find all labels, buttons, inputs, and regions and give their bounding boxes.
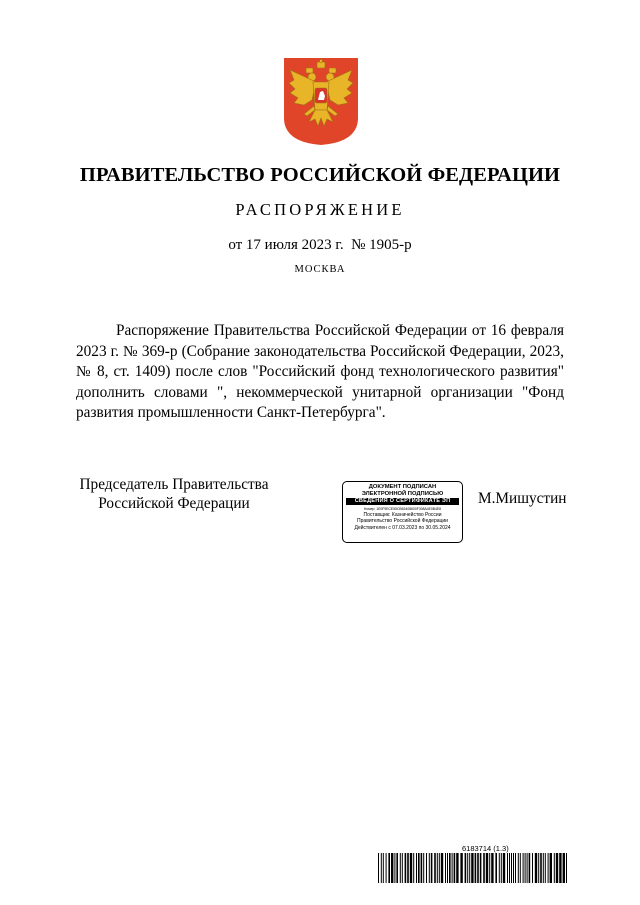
stamp-heading-1: ДОКУМЕНТ ПОДПИСАН — [368, 484, 437, 490]
signer-title — [74, 475, 274, 513]
signer-title-line2: Российской Федерации — [98, 495, 250, 512]
city-name: МОСКВА — [294, 264, 346, 275]
signer-name: М.Мишустин — [478, 490, 567, 507]
barcode-number: 6183714 (1.3) — [462, 844, 509, 853]
document-type: РАСПОРЯЖЕНИЕ — [235, 200, 405, 219]
stamp-supplier: Поставщик: Казначейство России — [363, 512, 442, 519]
stamp-owner: Правительство Российской Федерации — [357, 518, 448, 525]
document-date-number: от 17 июля 2023 г. № 1905-р — [228, 237, 412, 253]
order-text: Распоряжение Правительства Российской Федерации от 16 февраля 2023 г. № 369-р (Собрание законодательства Российской Федерации, 2023, № 8, ст. 1409) после слов "Российский фонд технологического развития" дополнить словами ", некоммерческой унитарной организации "Фонд развития промышленности Санкт-Петербурга". — [76, 322, 564, 421]
signer-title-line1: Председатель Правительства — [79, 476, 269, 493]
government-title: ПРАВИТЕЛЬСТВО РОССИЙСКОЙ ФЕДЕРАЦИИ — [79, 164, 561, 186]
stamp-heading-2: ЭЛЕКТРОННОЙ ПОДПИСЬЮ — [361, 490, 444, 497]
barcode — [378, 853, 567, 883]
stamp-cert-number: Номер: 1E0F9ECE55CB63408600F308A4E0B4E8 — [363, 507, 442, 512]
stamp-certificate-bar: СВЕДЕНИЯ О СЕРТИФИКАТЕ ЭП — [346, 498, 459, 505]
stamp-validity: Действителен с 07.03.2023 по 30.05.2024 — [354, 524, 451, 531]
state-emblem — [282, 56, 360, 146]
electronic-signature-stamp — [342, 481, 463, 543]
